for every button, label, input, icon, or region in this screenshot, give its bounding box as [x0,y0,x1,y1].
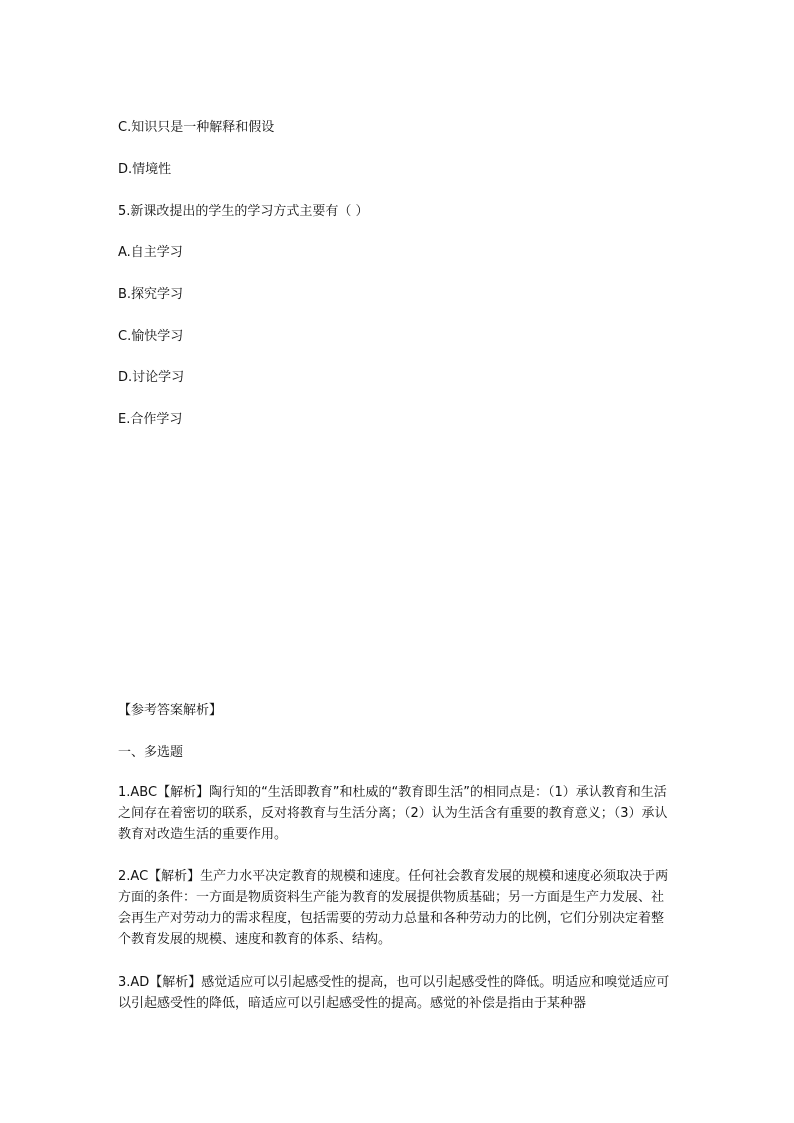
answer-item-1: 1.ABC【解析】陶行知的“生活即教育”和杜威的“教育即生活”的相同点是：（1）承认教育和生活之间存在着密切的联系，反对将教育与生活分离；（2）认为生活含有重要的教育意义；（3）承认教育对改造生活的重要作用。 [118,785,668,842]
answer-item-2: 2.AC【解析】生产力水平决定教育的规模和速度。任何社会教育发展的规模和速度必须取决于两方面的条件：一方面是物质资料生产能为教育的发展提供物质基础；另一方面是生产力发展、社会再生产对劳动力的需求程度，包括需要的劳动力总量和各种劳动力的比例，它们分别决定着整个教育发展的规模、速度和教育的体系、结构。 [118,869,669,947]
q5-option-d: D.讨论学习 [118,370,185,385]
q4-option-d: D.情境性 [118,162,172,177]
q5-stem: 5.新课改提出的学生的学习方式主要有（ ） [118,204,369,219]
answer-item-3: 3.AD【解析】感觉适应可以引起感受性的提高，也可以引起感受性的降低。明适应和嗅觉适应可以引起感受性的降低，暗适应可以引起感受性的提高。感觉的补偿是指由于某种器 [118,975,670,1011]
q4-option-c: C.知识只是一种解释和假设 [118,120,275,135]
answer-heading: 【参考答案解析】 [118,703,223,718]
section-title: 一、多选题 [118,745,184,760]
q5-option-a: A.自主学习 [118,245,183,260]
q5-option-c: C.愉快学习 [118,329,184,344]
q5-option-b: B.探究学习 [118,287,184,302]
q5-option-e: E.合作学习 [118,412,183,427]
